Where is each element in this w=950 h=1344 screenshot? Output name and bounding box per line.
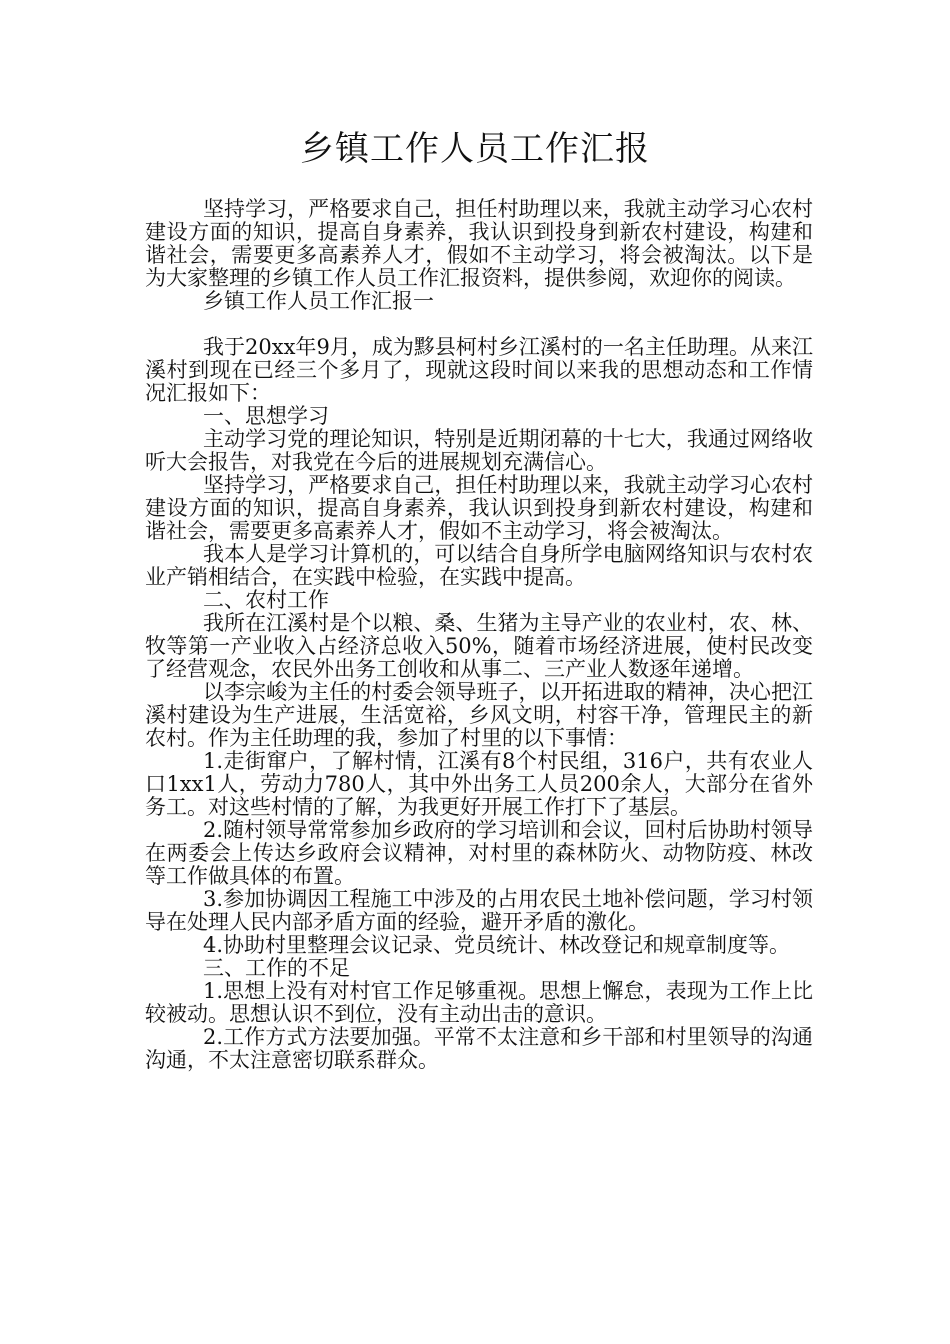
list-item: 2.工作方式方法要加强。平常不太注意和乡干部和村里领导的沟通沟通，不太注意密切联系群众。 xyxy=(145,1025,813,1072)
paragraph: 以李宗峻为主任的村委会领导班子，以开拓进取的精神，决心把江溪村建设为生产进展，生活宽裕，乡风文明，村容干净，管理民主的新农村。作为主任助理的我，参加了村里的以下事情： xyxy=(145,680,813,750)
list-item: 1.走街窜户，了解村情，江溪有8个村民组，316户，共有农业人口1xx1人，劳动力780人，其中外出务工人员200余人，大部分在省外务工。对这些村情的了解，为我更好开展工作打下了基层。 xyxy=(145,749,813,819)
heading-thought-study: 一、思想学习 xyxy=(203,404,329,428)
opening-paragraph: 我于20xx年9月，成为黟县柯村乡江溪村的一名主任助理。从来江溪村到现在已经三个多月了，现就这段时间以来我的思想动态和工作情况汇报如下： xyxy=(145,335,813,405)
paragraph: 我所在江溪村是个以粮、桑、生猪为主导产业的农业村，农、林、牧等第一产业收入占经济总收入50%，随着市场经济进展，使村民改变了经营观念，农民外出务工创收和从事二、三产业人数逐年递增。 xyxy=(145,611,813,681)
list-item: 1.思想上没有对村官工作足够重视。思想上懈怠，表现为工作上比较被动。思想认识不到位，没有主动出击的意识。 xyxy=(145,979,813,1026)
section-subtitle: 乡镇工作人员工作汇报一 xyxy=(203,289,434,313)
list-item: 2.随村领导常常参加乡政府的学习培训和会议，回村后协助村领导在两委会上传达乡政府会议精神，对村里的森林防火、动物防疫、林改等工作做具体的布置。 xyxy=(145,818,813,888)
document-title: 乡镇工作人员工作汇报 xyxy=(300,129,650,169)
paragraph: 主动学习党的理论知识，特别是近期闭幕的十七大，我通过网络收听大会报告，对我党在今后的进展规划充满信心。 xyxy=(145,427,813,474)
document-body xyxy=(145,198,813,1072)
list-item: 3.参加协调因工程施工中涉及的占用农民土地补偿问题，学习村领导在处理人民内部矛盾方面的经验，避开矛盾的激化。 xyxy=(145,887,813,934)
heading-shortcomings: 三、工作的不足 xyxy=(203,956,350,980)
blank-line xyxy=(145,313,813,336)
paragraph: 我本人是学习计算机的，可以结合自身所学电脑网络知识与农村农业产销相结合，在实践中检验，在实践中提高。 xyxy=(145,542,813,589)
list-item: 4.协助村里整理会议记录、党员统计、林改登记和规章制度等。 xyxy=(203,933,791,957)
paragraph: 坚持学习，严格要求自己，担任村助理以来，我就主动学习心农村建设方面的知识，提高自身素养，我认识到投身到新农村建设，构建和谐社会，需要更多高素养人才，假如不主动学习，将会被淘汰。 xyxy=(145,473,813,543)
intro-paragraph: 坚持学习，严格要求自己，担任村助理以来，我就主动学习心农村建设方面的知识，提高自身素养，我认识到投身到新农村建设，构建和谐社会，需要更多高素养人才，假如不主动学习，将会被淘汰。以下是为大家整理的乡镇工作人员工作汇报资料，提供参阅，欢迎你的阅读。 xyxy=(145,197,813,290)
heading-rural-work: 二、农村工作 xyxy=(203,588,329,612)
